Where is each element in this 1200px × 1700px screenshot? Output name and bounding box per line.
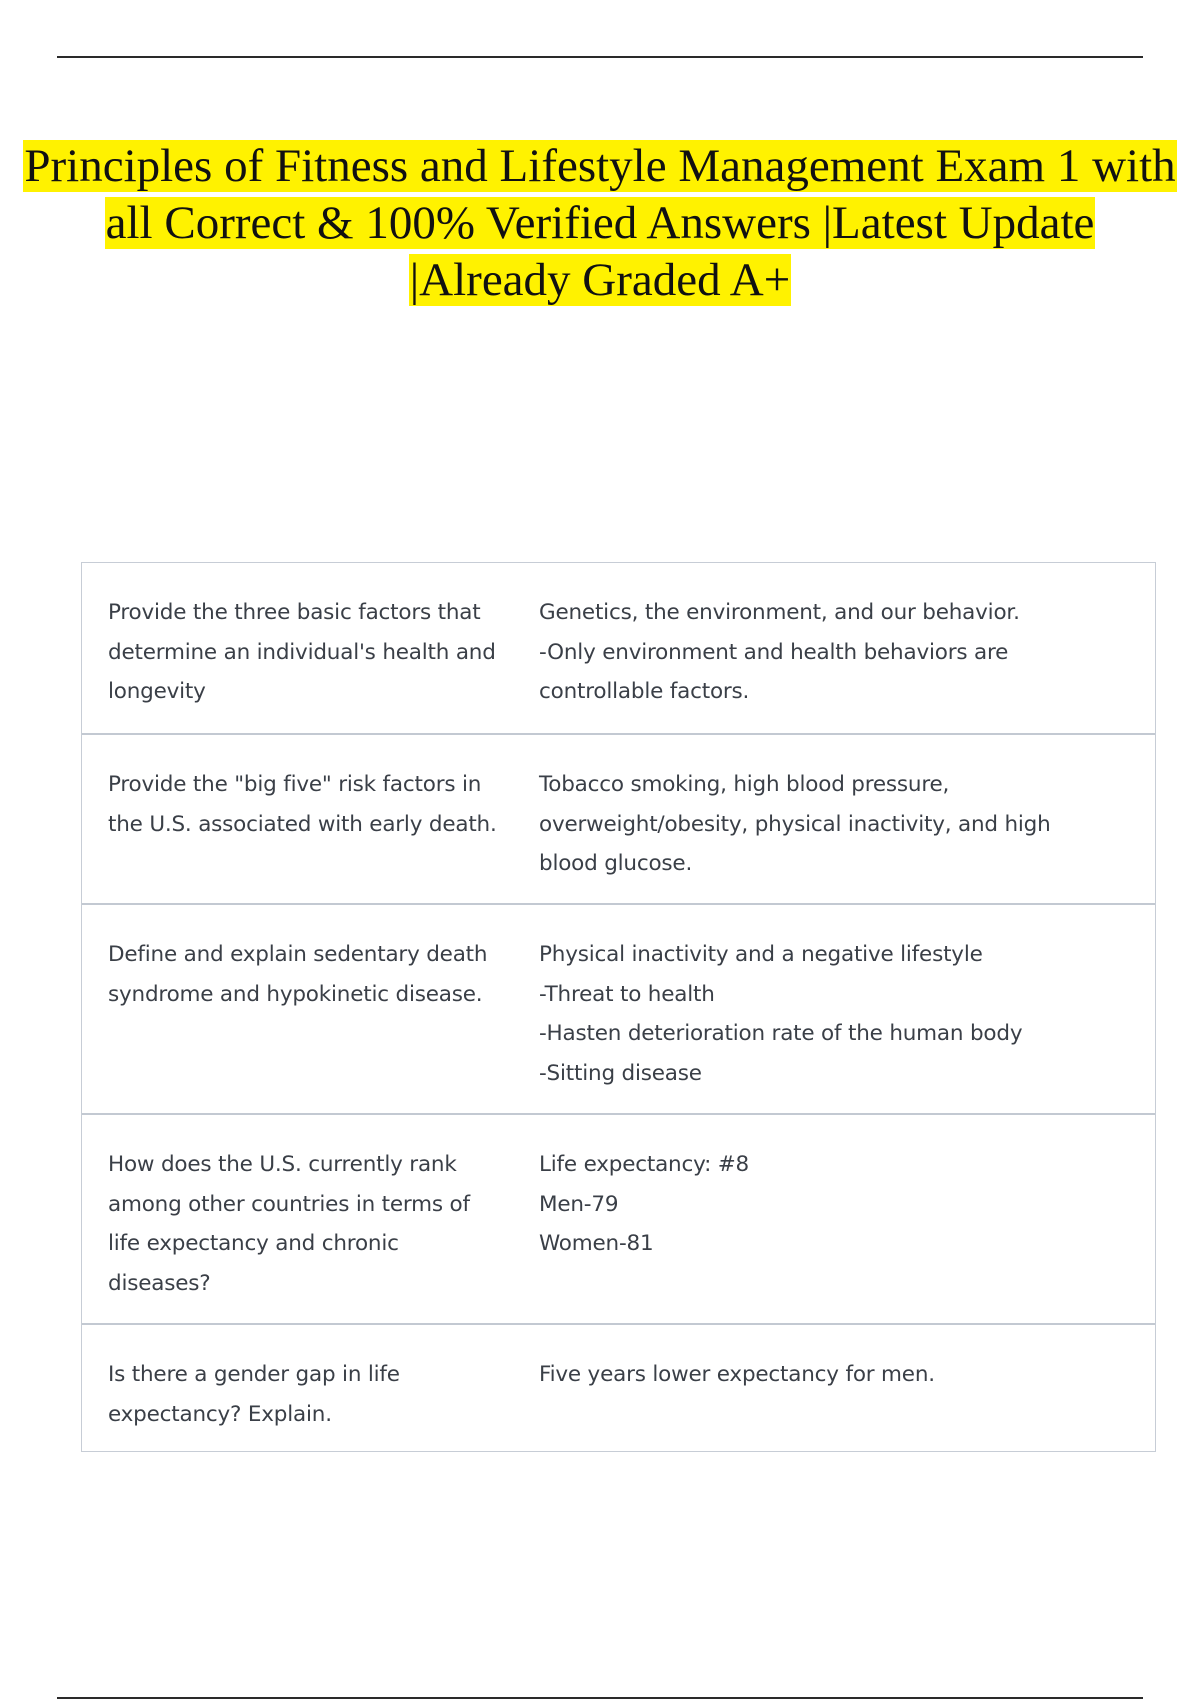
document-title [20,138,1180,309]
answer-cell: Five years lower expectancy for men. [539,1362,935,1387]
answer-cell: Physical inactivity and a negative lifestyle -Threat to health -Hasten deterioration rate of the human body -Sitting disease [539,942,1023,1086]
top-rule [57,56,1143,58]
question-cell: Provide the "big five" risk factors in the U.S. associated with early death. [108,772,497,837]
answer-cell: Genetics, the environment, and our behavior. -Only environment and health behaviors are controllable factors. [539,600,1020,704]
answer-cell: Tobacco smoking, high blood pressure, overweight/obesity, physical inactivity, and high blood glucose. [539,772,1051,876]
question-cell: Provide the three basic factors that determine an individual's health and longevity [108,600,496,704]
table-row [82,733,1155,903]
document-title-text: Principles of Fitness and Lifestyle Management Exam 1 with all Correct & 100% Verified Answers |Latest Update |Already Graded A+ [24,140,1176,306]
answer-cell: Life expectancy: #8 Men-79 Women-81 [539,1152,750,1256]
table-row [82,903,1155,1113]
question-cell: Define and explain sedentary death syndrome and hypokinetic disease. [108,942,488,1007]
table-row [82,1323,1155,1451]
qa-table [81,562,1156,1452]
bottom-rule [57,1697,1143,1699]
question-cell: Is there a gender gap in life expectancy? Explain. [108,1362,400,1427]
table-row [82,563,1155,733]
question-cell: How does the U.S. currently rank among other countries in terms of life expectancy and chronic diseases? [108,1152,470,1296]
table-row [82,1113,1155,1323]
